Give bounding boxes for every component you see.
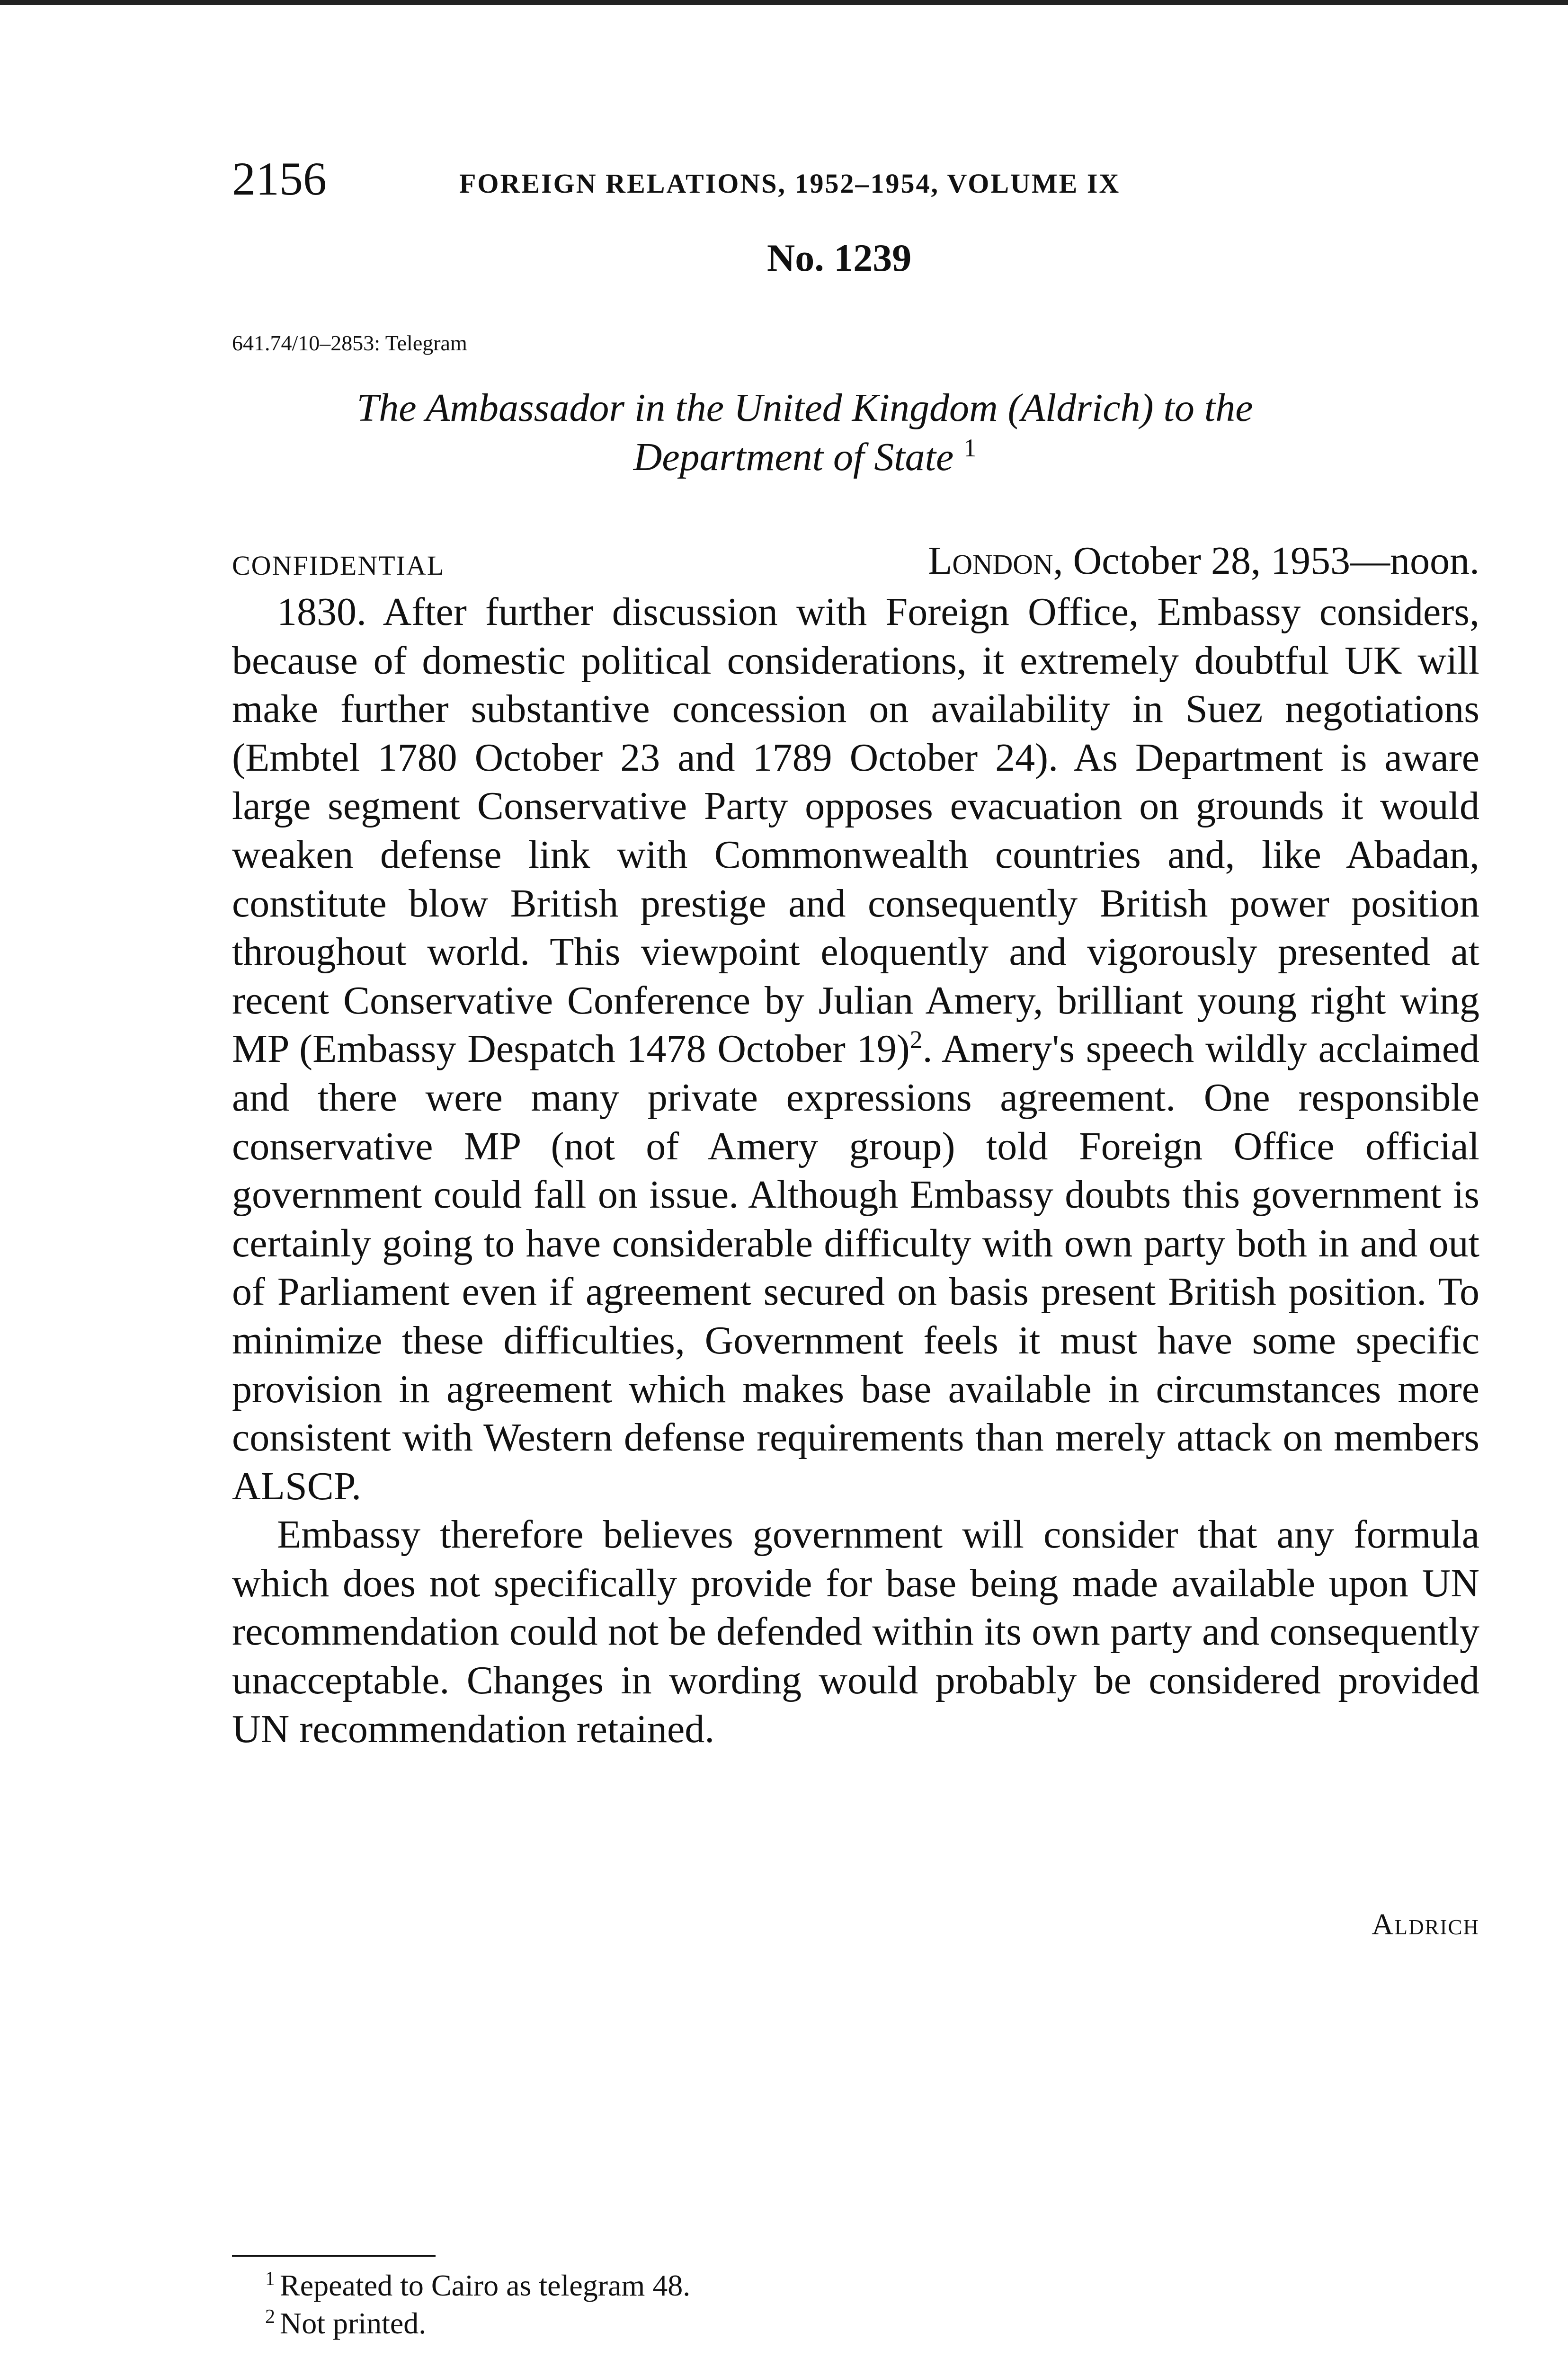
page-top-edge xyxy=(0,0,1568,5)
footnote-1-marker: 1 xyxy=(265,2268,275,2290)
page-number: 2156 xyxy=(232,152,327,205)
paragraph-1-text-a: 1830. After further discussion with Foreign Office, Embassy considers, because of domestic political considerations, it extremely doubtful UK will make further substantive concession on availability in Suez negotiations (Embtel 1780 October 23 and 1789 October 24). As Department is aware large segment Conservative Party opposes evacuation on grounds it would weaken defense link with Commonwealth countries and, like Abadan, constitute blow British prestige and consequently British power position throughout world. This viewpoint eloquently and vigorously presented at recent Conservative Conference by Julian Amery, brilliant young right wing MP (Embassy Despatch 1478 October 19) xyxy=(232,590,1479,1071)
footnote-2 xyxy=(265,2305,690,2342)
footnote-rule xyxy=(232,2255,436,2257)
heading-line-2: Department of State xyxy=(633,435,954,479)
footnote-1-text: Repeated to Cairo as telegram 48. xyxy=(280,2269,691,2302)
heading-footnote-marker: 1 xyxy=(963,434,977,462)
dateline-city: London xyxy=(928,539,1053,583)
running-head xyxy=(232,151,1487,217)
paragraph-1-text-b: . Amery's speech wildly acclaimed and there were many private expressions agreement. One responsible conservative MP (not of Amery group) told Foreign Office official government could fall on issue. Although Embassy doubts this government is certainly going to have considerable difficulty with own party both in and out of Parliament even if agreement secured on basis present British position. To minimize these difficulties, Government feels it must have some specific provision in agreement which makes base available in circumstances more consistent with Western defense requirements than merely attack on members ALSCP. xyxy=(232,1027,1479,1508)
file-reference: 641.74/10–2853: Telegram xyxy=(232,331,467,355)
footnote-2-text: Not printed. xyxy=(280,2306,427,2340)
running-head-title: FOREIGN RELATIONS, 1952–1954, VOLUME IX xyxy=(459,168,1121,199)
body-paragraph-1 xyxy=(232,588,1479,1511)
footnote-1 xyxy=(265,2267,690,2305)
dateline-date: , October 28, 1953—noon. xyxy=(1053,539,1479,583)
footnotes xyxy=(265,2267,690,2342)
dateline xyxy=(928,535,1479,587)
document-number: No. 1239 xyxy=(767,236,912,279)
signature: Aldrich xyxy=(1372,1907,1479,1941)
footnote-2-marker: 2 xyxy=(265,2305,275,2328)
document-heading xyxy=(284,383,1326,482)
heading-line-1: The Ambassador in the United Kingdom (Aldrich) to the xyxy=(356,386,1253,430)
classification-label: CONFIDENTIAL xyxy=(232,550,445,581)
paragraph-1-footnote-marker: 2 xyxy=(909,1025,923,1054)
dateline-row xyxy=(232,535,1479,587)
telegram-body xyxy=(232,588,1479,1753)
body-paragraph-2: Embassy therefore believes government will consider that any formula which does not specifically provide for base being made available upon UN recommendation could not be defended within its own party and consequently unacceptable. Changes in wording would probably be considered provided UN recommendation retained. xyxy=(232,1513,1479,1751)
